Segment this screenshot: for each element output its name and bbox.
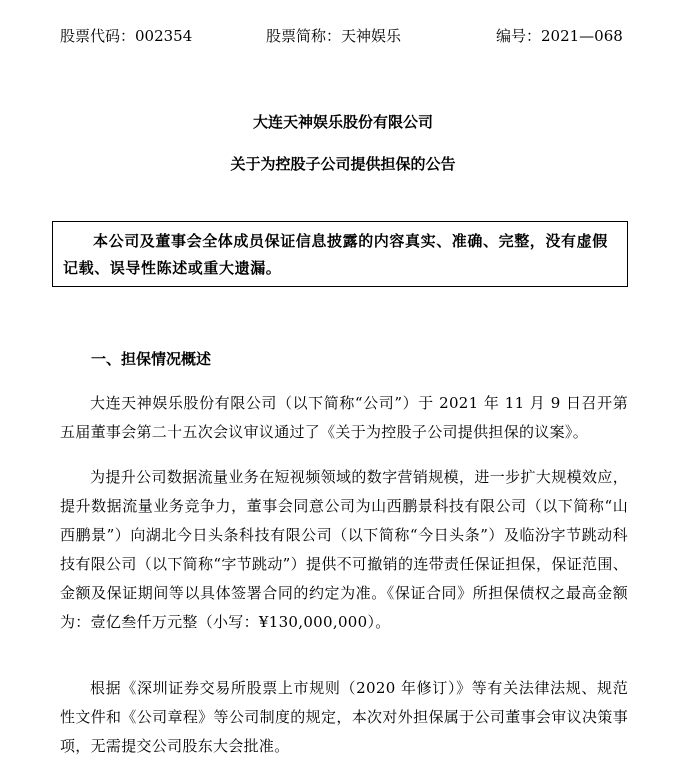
paragraph-approval-rules: 根据《深圳证券交易所股票上市规则（2020 年修订）》等有关法律法规、规范性文件和《公司章程》等公司制度的规定，本次对外担保属于公司董事会审议决策事项，无需提交公司股东大会批准。 xyxy=(60,679,628,755)
section-heading: 一、担保情况概述 xyxy=(91,350,212,368)
announcement-title: 关于为控股子公司提供担保的公告 xyxy=(230,155,456,173)
document-number: 编号：2021—068 xyxy=(496,27,623,45)
stock-code: 股票代码：002354 xyxy=(60,27,193,45)
paragraph-guarantee-details: 为提升公司数据流量业务在短视频领域的数字营销规模，进一步扩大规模效应，提升数据流量业务竞争力，董事会同意公司为山西鹏景科技有限公司（以下简称“山西鹏景”）向湖北今日头条科技有限公司（以下简称“今日头条”）及临汾字节跳动科技有限公司（以下简称“字节跳动”）提供不可撤销的连带责任保证担保，保证范围、金额及保证期间等以具体签署合同的约定为准。《保证合同》所担保债权之最高金额为：壹亿叁仟万元整（小写：¥130,000,000）。 xyxy=(60,468,628,631)
disclaimer-box xyxy=(52,221,628,287)
company-name: 大连天神娱乐股份有限公司 xyxy=(252,113,433,131)
stock-short-name: 股票简称：天神娱乐 xyxy=(266,27,402,45)
paragraph-meeting: 大连天神娱乐股份有限公司（以下简称“公司”）于 2021 年 11 月 9 日召开第五届董事会第二十五次会议审议通过了《关于为控股子公司提供担保的议案》。 xyxy=(60,394,628,441)
document-header xyxy=(0,24,686,48)
disclaimer-text: 本公司及董事会全体成员保证信息披露的内容真实、准确、完整，没有虚假记载、误导性陈述或重大遗漏。 xyxy=(63,232,608,277)
